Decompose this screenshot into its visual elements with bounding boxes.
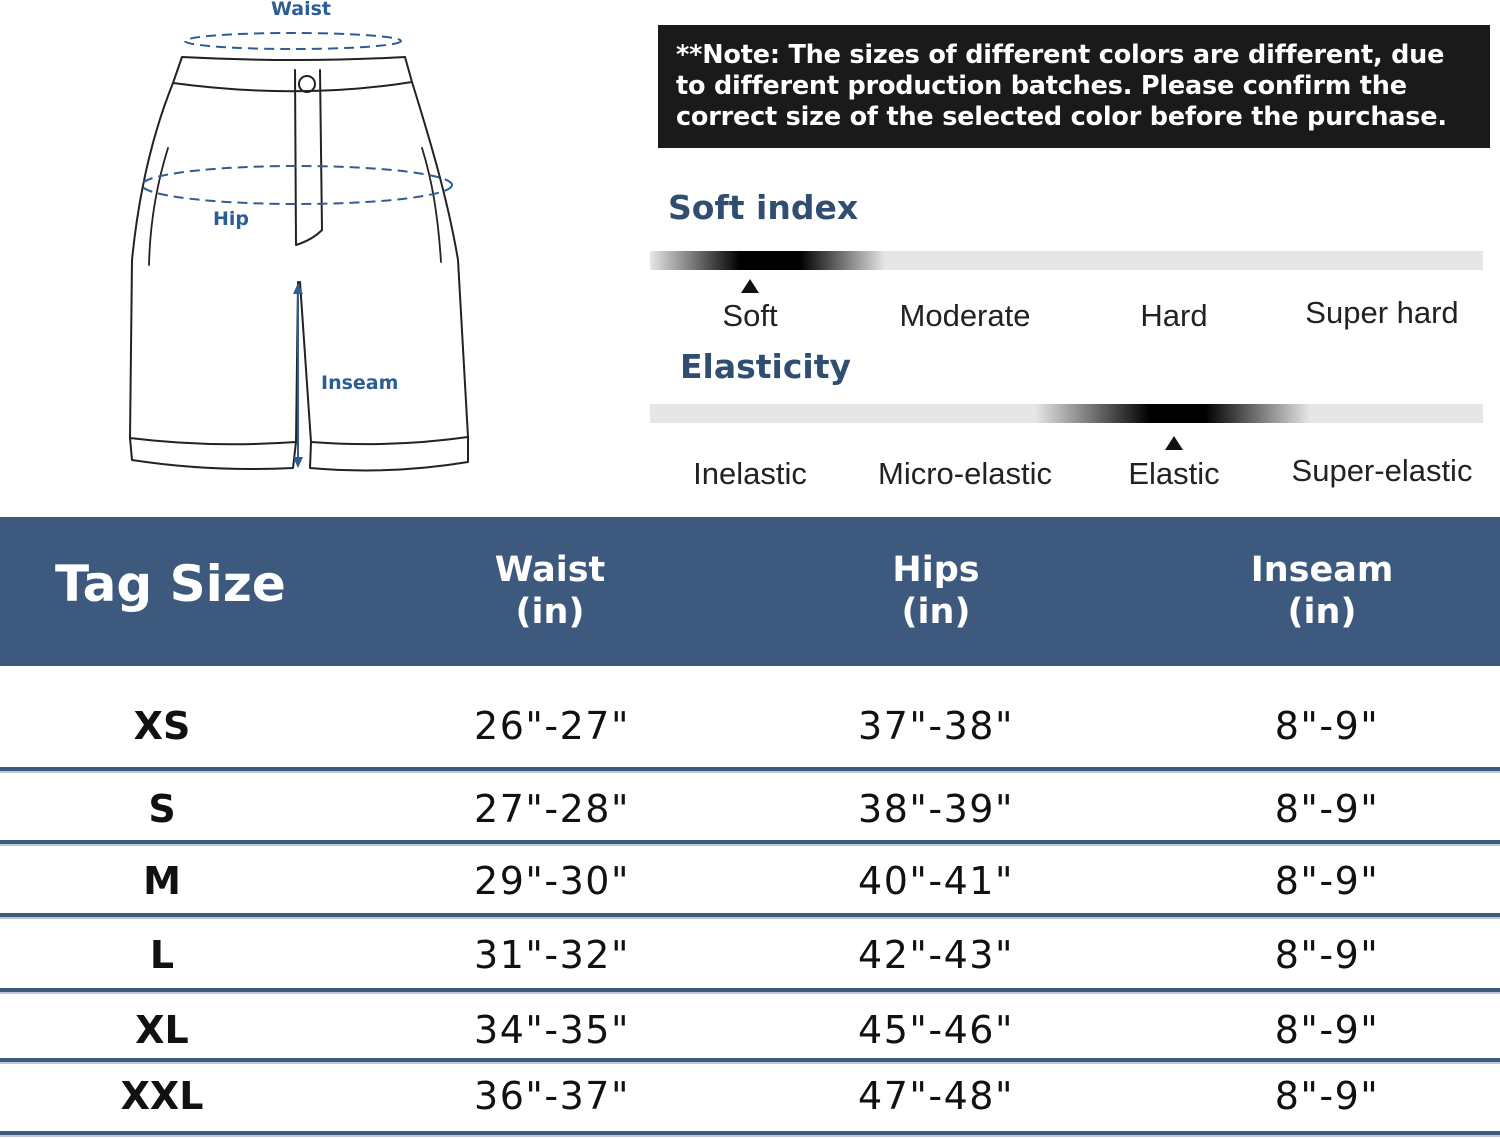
waist-cell: 36"-37" [474, 1074, 630, 1118]
soft-level-super-hard: Super hard [1305, 295, 1459, 330]
soft-level-moderate: Moderate [899, 298, 1031, 333]
waist-header-unit: (in) [515, 592, 585, 632]
elastic-level-micro-elastic: Micro-elastic [878, 456, 1052, 491]
hips-cell: 40"-41" [858, 859, 1014, 903]
waist-cell: 31"-32" [474, 933, 630, 977]
elastic-level-inelastic: Inelastic [693, 456, 807, 491]
waist-label: Waist [271, 0, 332, 20]
hips-cell: 42"-43" [858, 933, 1014, 977]
inseam-cell: 8"-9" [1274, 859, 1380, 903]
size-cell: L [149, 933, 175, 977]
row-divider [0, 988, 1500, 994]
row-divider [0, 1131, 1500, 1137]
waist-header-name: Waist [494, 550, 606, 590]
size-cell: XS [133, 704, 191, 748]
table-header [0, 517, 1500, 666]
soft-level-soft: Soft [722, 298, 778, 333]
hips-column-header [786, 549, 1086, 633]
hips-header-unit: (in) [901, 592, 971, 632]
inseam-cell: 8"-9" [1274, 1074, 1380, 1118]
soft-index-bar [650, 251, 1483, 270]
size-table [0, 517, 1500, 1139]
row-divider [0, 767, 1500, 773]
hips-cell: 47"-48" [858, 1074, 1014, 1118]
inseam-label: Inseam [321, 372, 399, 394]
elastic-level-elastic: Elastic [1128, 456, 1220, 491]
shorts-diagram [0, 0, 640, 500]
inseam-header-name: Inseam [1250, 550, 1394, 590]
row-divider [0, 840, 1500, 846]
inseam-cell: 8"-9" [1274, 1008, 1380, 1052]
shorts-outline-icon [0, 0, 640, 500]
elasticity-bar [650, 404, 1483, 423]
inseam-cell: 8"-9" [1274, 787, 1380, 831]
note-text: **Note: The sizes of different colors are different, due to different production batches. Please confirm the correct size of the selected color before the purchase. [676, 40, 1447, 132]
tag-size-header: Tag Size [55, 555, 286, 613]
soft-level-hard: Hard [1140, 298, 1208, 333]
size-cell: S [148, 787, 176, 831]
hips-header-name: Hips [892, 550, 980, 590]
note-box [658, 25, 1490, 148]
elastic-level-super-elastic: Super-elastic [1291, 453, 1473, 488]
hips-cell: 38"-39" [858, 787, 1014, 831]
elasticity-title: Elasticity [680, 347, 852, 386]
inseam-cell: 8"-9" [1274, 704, 1380, 748]
soft-index-marker-icon [741, 279, 759, 293]
inseam-header-unit: (in) [1287, 592, 1357, 632]
soft-index-title: Soft index [668, 188, 859, 227]
waist-cell: 27"-28" [474, 787, 630, 831]
hip-label: Hip [213, 208, 250, 230]
waist-cell: 26"-27" [474, 704, 630, 748]
waist-cell: 29"-30" [474, 859, 630, 903]
size-cell: M [143, 859, 181, 903]
waist-cell: 34"-35" [474, 1008, 630, 1052]
hips-cell: 37"-38" [858, 704, 1014, 748]
row-divider [0, 913, 1500, 919]
inseam-cell: 8"-9" [1274, 933, 1380, 977]
row-divider [0, 1058, 1500, 1064]
waist-column-header [400, 549, 700, 633]
hips-cell: 45"-46" [858, 1008, 1014, 1052]
size-cell: XL [135, 1008, 189, 1052]
inseam-column-header [1172, 549, 1472, 633]
elasticity-marker-icon [1165, 436, 1183, 450]
size-cell: XXL [120, 1074, 204, 1118]
